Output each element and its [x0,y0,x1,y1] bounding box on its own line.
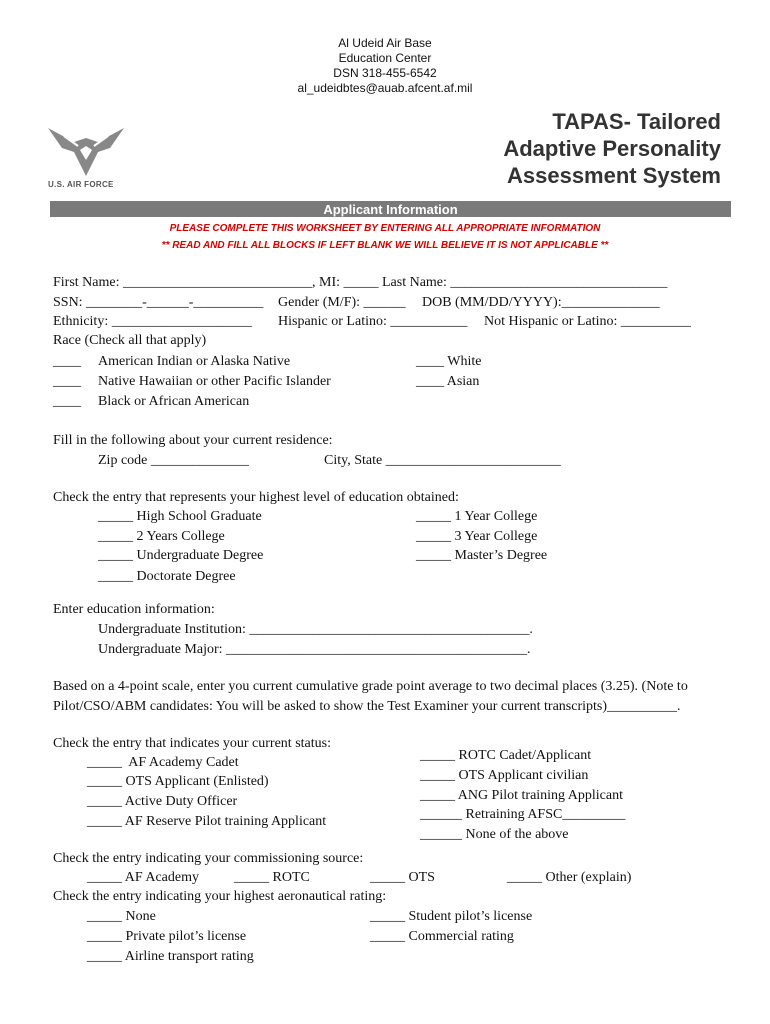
aeronautical-label: Check the entry indicating your highest aeronautical rating: [53,889,387,904]
race-option-asian[interactable]: ____ Asian [416,374,480,389]
air-force-logo [44,124,128,196]
race-blank-2[interactable]: ____ [53,374,81,389]
commission-rotc[interactable]: _____ ROTC [234,870,310,885]
header-line-3: DSN 318-455-6542 [333,66,437,80]
race-option-black: Black or African American [98,394,250,409]
race-option-white[interactable]: ____ White [416,354,482,369]
race-blank-1[interactable]: ____ [53,354,81,369]
city-state-field[interactable]: City, State _________________________ [324,453,561,468]
race-option-native-hawaiian: Native Hawaiian or other Pacific Islander [98,374,331,389]
status-ots-civilian[interactable]: _____ OTS Applicant civilian [420,768,589,783]
commission-other[interactable]: _____ Other (explain) [507,870,632,885]
status-active-duty-officer[interactable]: _____ Active Duty Officer [87,794,238,809]
ethnicity-field[interactable]: Ethnicity: ____________________ [53,314,252,329]
education-level-label: Check the entry that represents your highest level of education obtained: [53,490,459,505]
page-title [503,108,721,189]
section-bar-applicant-information: Applicant Information [50,201,731,217]
hispanic-field[interactable]: Hispanic or Latino: ___________ [278,314,468,329]
title-line-1: TAPAS- Tailored [552,109,721,134]
race-label: Race (Check all that apply) [53,333,207,348]
header-line-1: Al Udeid Air Base [338,36,432,50]
ssn-field[interactable]: SSN: ________-______-__________ [53,295,264,310]
status-ots-enlisted[interactable]: _____ OTS Applicant (Enlisted) [87,774,269,789]
name-field[interactable]: First Name: ___________________________, MI: _____ Last Name: _______________________________ [53,275,668,290]
race-option-american-indian: American Indian or Alaska Native [98,354,291,369]
zip-code-field[interactable]: Zip code ______________ [98,453,249,468]
status-af-reserve-pilot[interactable]: _____ AF Reserve Pilot training Applicant [87,814,327,829]
header-line-2: Education Center [338,51,432,65]
edu-doctorate-degree[interactable]: _____ Doctorate Degree [98,569,236,584]
dob-field[interactable]: DOB (MM/DD/YYYY):______________ [422,295,660,310]
aero-commercial[interactable]: _____ Commercial rating [370,929,514,944]
status-rotc-cadet[interactable]: _____ ROTC Cadet/Applicant [420,748,592,763]
status-ang-pilot[interactable]: _____ ANG Pilot training Applicant [420,788,623,803]
edu-3-year-college[interactable]: _____ 3 Year College [416,529,538,544]
gender-field[interactable]: Gender (M/F): ______ [278,295,406,310]
status-af-academy-cadet[interactable]: _____ AF Academy Cadet [87,755,239,770]
air-force-wings-icon [44,124,128,180]
edu-undergraduate-degree[interactable]: _____ Undergraduate Degree [98,548,264,563]
undergraduate-major-field[interactable]: Undergraduate Major: ___________________________________________. [98,642,531,657]
not-hispanic-field[interactable]: Not Hispanic or Latino: __________ [484,314,691,329]
header-line-4: al_udeidbtes@auab.afcent.af.mil [297,81,473,95]
status-label: Check the entry that indicates your current status: [53,736,331,751]
aero-student-pilot[interactable]: _____ Student pilot’s license [370,909,533,924]
title-line-3: Assessment System [506,163,721,188]
edu-2-years-college[interactable]: _____ 2 Years College [98,529,225,544]
status-none[interactable]: ______ None of the above [420,827,569,842]
commission-af-academy[interactable]: _____ AF Academy [87,870,199,885]
gpa-line-1: Based on a 4-point scale, enter you current cumulative grade point average to two decimal places (3.25). (Note to [53,679,688,694]
title-line-2: Adaptive Personality [503,136,721,161]
education-info-label: Enter education information: [53,602,215,617]
edu-1-year-college[interactable]: _____ 1 Year College [416,509,538,524]
instruction-line-2: ** READ AND FILL ALL BLOCKS IF LEFT BLANK WE WILL BELIEVE IT IS NOT APPLICABLE ** [161,240,609,251]
race-blank-3[interactable]: ____ [53,394,81,409]
undergraduate-institution-field[interactable]: Undergraduate Institution: ________________________________________. [98,622,533,637]
aero-airline-transport[interactable]: _____ Airline transport rating [87,949,254,964]
edu-high-school[interactable]: _____ High School Graduate [98,509,262,524]
status-retraining-afsc[interactable]: ______ Retraining AFSC_________ [420,807,626,822]
commissioning-label: Check the entry indicating your commissioning source: [53,851,364,866]
edu-masters-degree[interactable]: _____ Master’s Degree [416,548,548,563]
instruction-line-1: PLEASE COMPLETE THIS WORKSHEET BY ENTERING ALL APPROPRIATE INFORMATION [169,223,601,234]
commission-ots[interactable]: _____ OTS [370,870,435,885]
gpa-field[interactable]: Pilot/CSO/ABM candidates: You will be asked to show the Test Examiner your current transcripts)__________. [53,699,681,714]
residence-label: Fill in the following about your current residence: [53,433,333,448]
aero-none[interactable]: _____ None [87,909,156,924]
logo-text: U.S. AIR FORCE [48,180,114,189]
aero-private-pilot[interactable]: _____ Private pilot’s license [87,929,247,944]
